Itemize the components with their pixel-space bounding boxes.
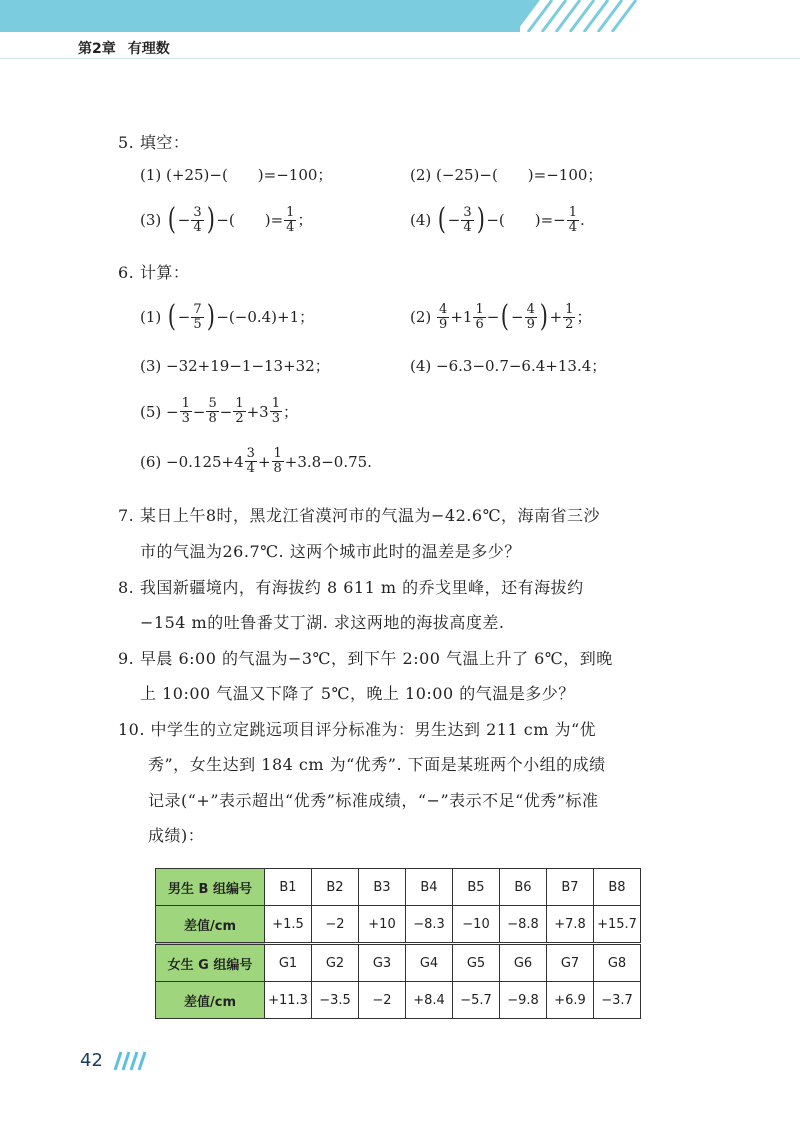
q10-line2: 秀”，女生达到 184 cm 为“优秀”. 下面是某班两个小组的成绩 (148, 755, 606, 774)
table-cell: −5.7 (453, 982, 500, 1019)
q6-part6: (6) −0.125+4 $\frac{3}{4}$ + $\frac{1}{8}$ +3.8−0.75. (140, 446, 372, 476)
table-cell: +8.4 (406, 982, 453, 1019)
table-header-cell: 女生 G 组编号 (156, 944, 265, 982)
table-cell: B3 (359, 869, 406, 906)
table-cell: B5 (453, 869, 500, 906)
q10-line1: 10. 中学生的立定跳远项目评分标准为：男生达到 211 cm 为“优 (118, 720, 597, 739)
table-cell: B8 (594, 869, 641, 906)
q6-label: 6. 计算： (118, 263, 190, 282)
q6-part3: (3) −32+19−1−13+32； (140, 357, 330, 375)
q9-line2: 上 10:00 气温又下降了 5℃，晚上 10:00 的气温是多少？ (140, 684, 575, 703)
table-cell: −8.3 (406, 906, 453, 944)
chapter-heading (78, 38, 170, 58)
score-table (155, 868, 641, 1019)
q5-part2: (2) (−25)−( )=−100； (410, 166, 603, 184)
q10-line3: 记录(“+”表示超出“优秀”标准成绩，“−”表示不足“优秀”标准 (148, 791, 599, 810)
table-row (156, 906, 641, 944)
chapter-title: 有理数 (127, 41, 170, 57)
q6-part2: (2) $\frac{4}{9}$ +1 $\frac{1}{6}$ −( − $\frac{4}{9}$ ) + $\frac{1}{2}$ ； (410, 299, 592, 334)
table-cell: −2 (312, 906, 359, 944)
table-header-cell: 差值/cm (156, 906, 265, 944)
q6-part5: (5) − $\frac{1}{3}$ − $\frac{5}{8}$ − $\frac{1}{2}$ +3 $\frac{1}{3}$ ； (140, 396, 299, 426)
table-cell: B1 (265, 869, 312, 906)
q5-part3: (3) ( − $\frac{3}{4}$ ) −( )= $\frac{1}{4}$ ； (140, 202, 313, 237)
table-header-cell: 男生 B 组编号 (156, 869, 265, 906)
table-cell: G8 (594, 944, 641, 982)
q8-line1: 8. 我国新疆境内，有海拔约 8 611 m 的乔戈里峰，还有海拔约 (118, 578, 584, 597)
header-band (0, 0, 800, 32)
table-cell: G4 (406, 944, 453, 982)
table-cell: +1.5 (265, 906, 312, 944)
q10-line4: 成绩)： (148, 826, 205, 845)
q7-line2: 市的气温为26.7℃. 这两个城市此时的温差是多少？ (140, 542, 521, 561)
table-cell: B6 (500, 869, 547, 906)
table-cell: +10 (359, 906, 406, 944)
q7-line1: 7. 某日上午8时，黑龙江省漠河市的气温为−42.6℃，海南省三沙 (118, 506, 600, 525)
page-number-stripes-icon (112, 1050, 148, 1072)
table-row (156, 982, 641, 1019)
table-cell: +15.7 (594, 906, 641, 944)
table-cell: B7 (547, 869, 594, 906)
table-cell: +11.3 (265, 982, 312, 1019)
q6-part1: (1) ( − $\frac{7}{5}$ ) −(−0.4)+1； (140, 299, 315, 334)
q8-line2: −154 m的吐鲁番艾丁湖. 求这两地的海拔高度差. (140, 613, 505, 632)
table-cell: G3 (359, 944, 406, 982)
table-cell: +6.9 (547, 982, 594, 1019)
table-cell: −3.7 (594, 982, 641, 1019)
table-cell: B2 (312, 869, 359, 906)
table-cell: G6 (500, 944, 547, 982)
header-divider (0, 58, 800, 59)
table-cell: −9.8 (500, 982, 547, 1019)
table-cell: −8.8 (500, 906, 547, 944)
chapter-label: 第2章 (78, 41, 116, 57)
page-number: 42 (80, 1050, 103, 1071)
table-cell: −10 (453, 906, 500, 944)
table-header-cell: 差值/cm (156, 982, 265, 1019)
table-cell: G7 (547, 944, 594, 982)
table-row (156, 869, 641, 906)
q9-line1: 9. 早晨 6:00 的气温为−3℃，到下午 2:00 气温上升了 6℃，到晚 (118, 649, 613, 668)
table-cell: G5 (453, 944, 500, 982)
table-cell: B4 (406, 869, 453, 906)
q5-part1: (1) (+25)−( )=−100； (140, 166, 333, 184)
q5-label: 5. 填空： (118, 133, 190, 152)
table-cell: G2 (312, 944, 359, 982)
table-cell: −3.5 (312, 982, 359, 1019)
q5-part4: (4) ( − $\frac{3}{4}$ ) −( )=− $\frac{1}{4}$ . (410, 202, 585, 237)
table-row (156, 944, 641, 982)
table-cell: −2 (359, 982, 406, 1019)
table-cell: +7.8 (547, 906, 594, 944)
table-cell: G1 (265, 944, 312, 982)
q6-part4: (4) −6.3−0.7−6.4+13.4； (410, 357, 607, 375)
